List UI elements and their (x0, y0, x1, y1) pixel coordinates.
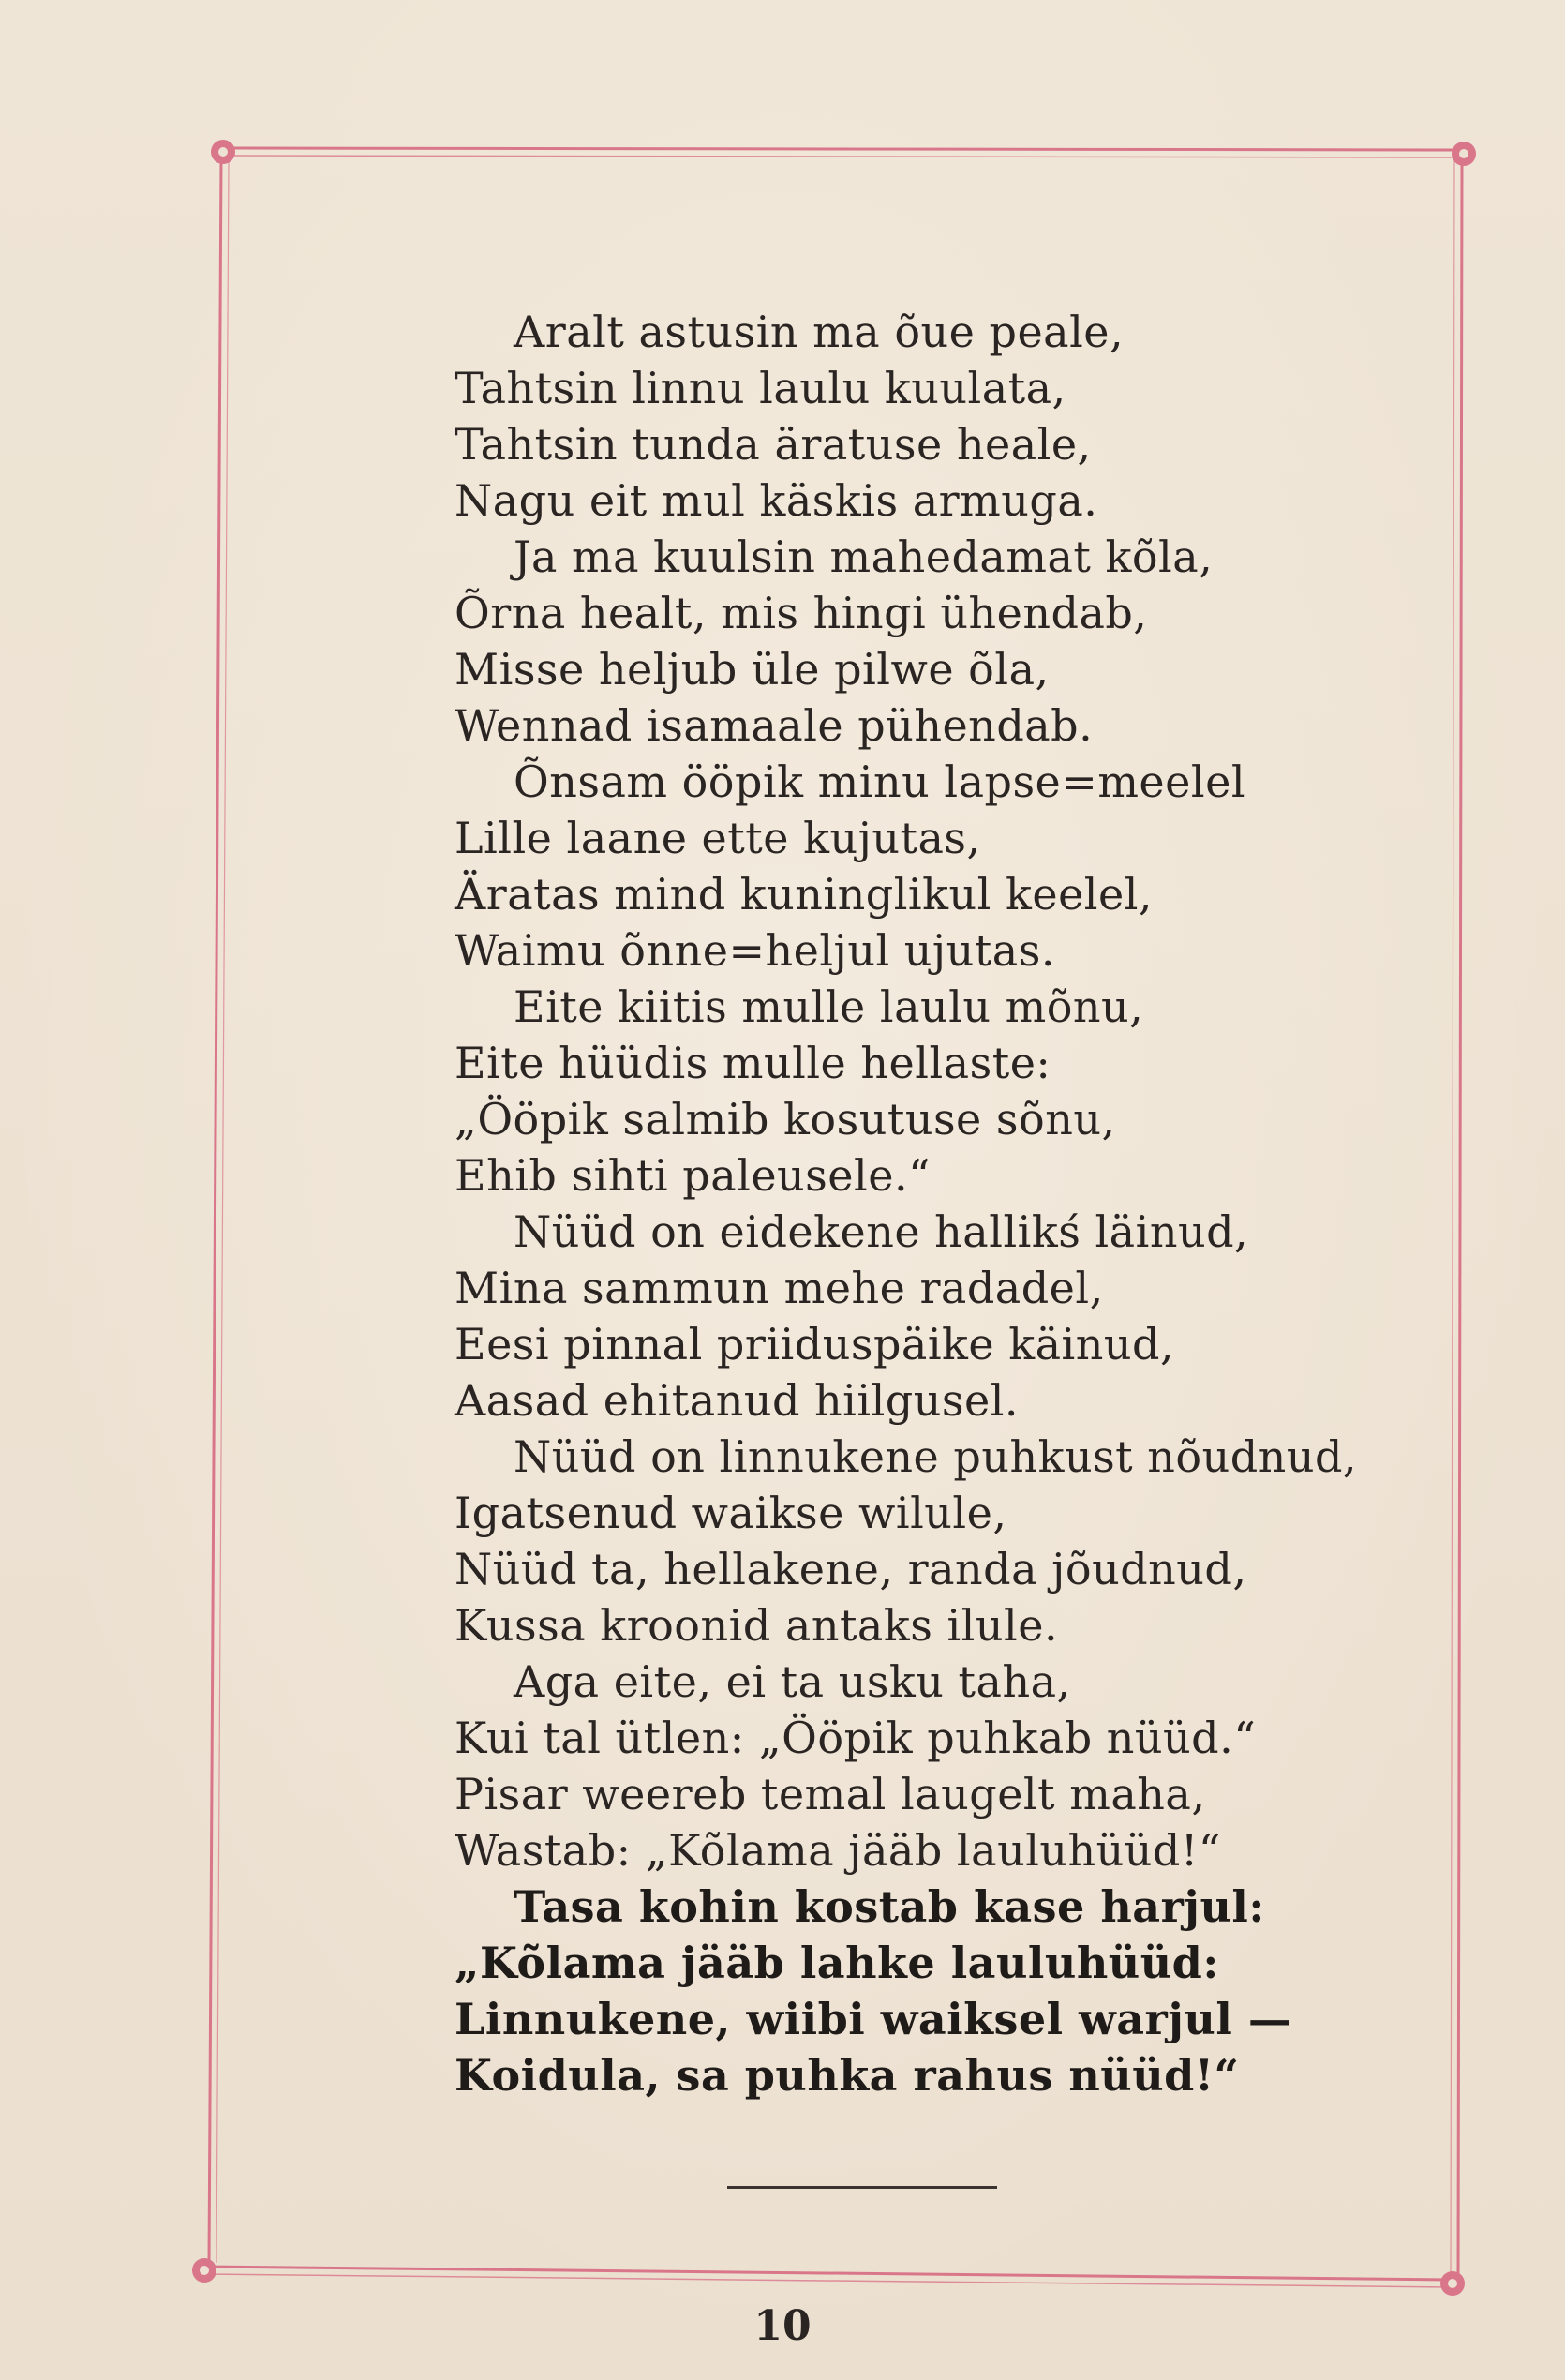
end-rule (727, 2186, 997, 2189)
poem-line: Misse heljub üle pilwe õla, (455, 644, 1050, 695)
poem-line: Aga eite, ei ta usku taha, (514, 1656, 1071, 1707)
poem-line: Waimu õnne=heljul ujutas. (455, 925, 1055, 976)
poem-line: Aralt astusin ma õue peale, (514, 307, 1125, 357)
poem-line: „Ööpik salmib kosutuse sõnu, (455, 1094, 1116, 1145)
poem-line: Mina sammun mehe radadel, (455, 1263, 1104, 1313)
poem-line: Tahtsin tunda äratuse heale, (455, 419, 1092, 470)
poem-line: Linnukene, wiibi waiksel warjul — (455, 1994, 1292, 2044)
poem-line: Nüüd on linnukene puhkust nõudnud, (514, 1431, 1358, 1482)
poem-line: Lille laane ette kujutas, (455, 813, 981, 863)
poem-line: Õrna healt, mis hingi ühendab, (455, 588, 1148, 638)
poem-line: Wennad isamaale pühendab. (455, 700, 1094, 751)
poem-line: Aasad ehitanud hiilgusel. (455, 1375, 1020, 1426)
poem-line: Ehib sihti paleusele.“ (455, 1150, 932, 1201)
poem-line: Eesi pinnal priiduspäike käinud, (455, 1319, 1175, 1370)
poem-line: Nagu eit mul käskis armuga. (455, 475, 1098, 526)
poem-line: Pisar weereb temal laugelt maha, (455, 1769, 1206, 1819)
poem-line: Ja ma kuulsin mahedamat kõla, (514, 531, 1214, 582)
poem-line: Nüüd on eidekene hallikś läinud, (514, 1206, 1249, 1257)
poem-line: Wastab: „Kõlama jääb lauluhüüd!“ (455, 1825, 1221, 1876)
poem-line: Koidula, sa puhka rahus nüüd!“ (455, 2050, 1240, 2101)
poem-line: Kussa kroonid antaks ilule. (455, 1600, 1059, 1651)
poem-line: Kui tal ütlen: „Ööpik puhkab nüüd.“ (455, 1713, 1257, 1763)
poem-line: Eite kiitis mulle laulu mõnu, (514, 981, 1144, 1032)
poem-line: Äratas mind kuninglikul keelel, (455, 869, 1154, 920)
poem-line: Eite hüüdis mulle hellaste: (455, 1038, 1051, 1088)
poem-line: Igatsenud waikse wilule, (455, 1488, 1007, 1538)
poem-line: Tasa kohin kostab kase harjul: (514, 1881, 1265, 1932)
poem-line: Õnsam ööpik minu lapse=meelel (514, 756, 1246, 807)
poem-text (455, 302, 1358, 2158)
page-number: 10 (753, 2302, 812, 2350)
poem-line: Tahtsin linnu laulu kuulata, (455, 363, 1066, 413)
poem-line: „Kõlama jääb lahke lauluhüüd: (455, 1938, 1219, 1988)
poem-line: Nüüd ta, hellakene, randa jõudnud, (455, 1544, 1247, 1594)
